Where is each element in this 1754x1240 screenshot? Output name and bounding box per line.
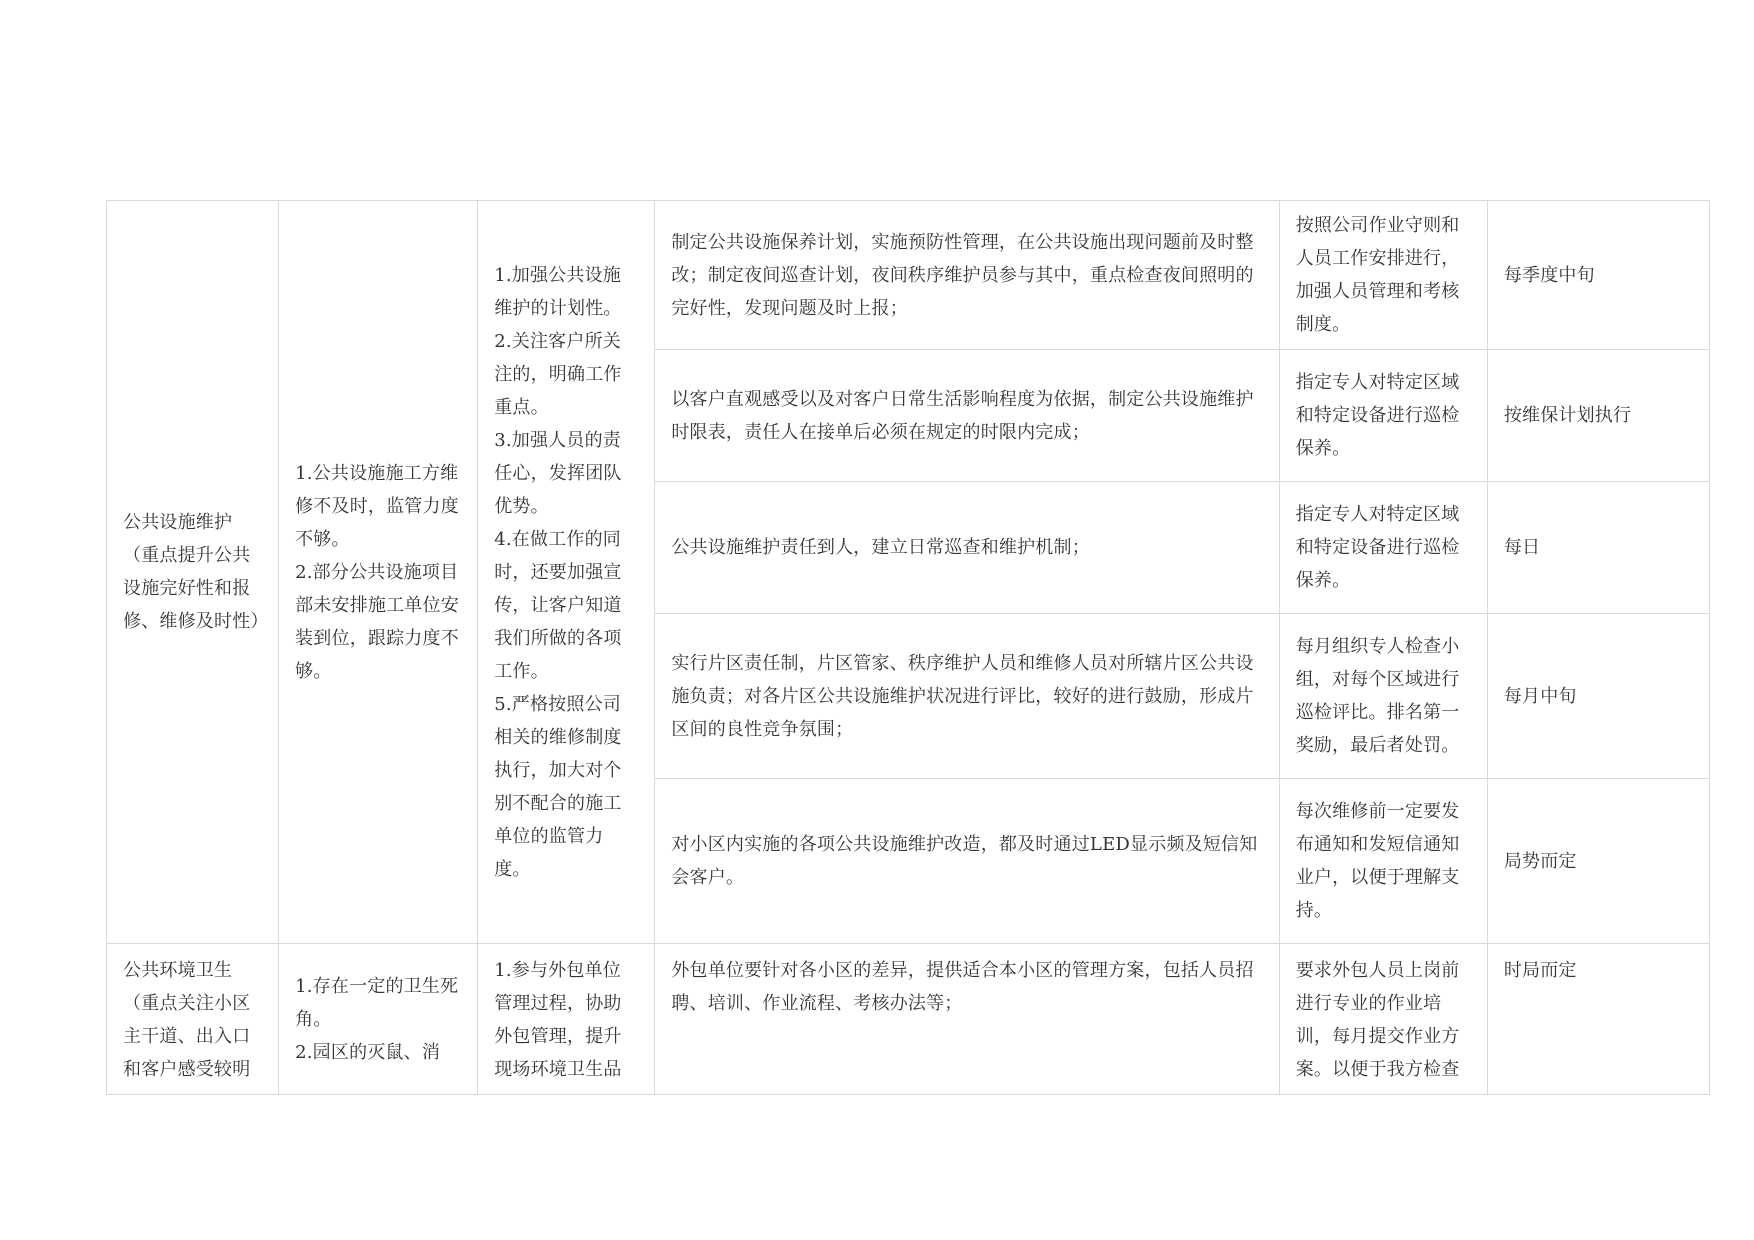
control-cell — [1279, 944, 1487, 1095]
timing-cell — [1487, 944, 1709, 1095]
goals-text: 1.参与外包单位管理过程，协助外包管理，提升现场环境卫生品 — [494, 960, 622, 1080]
timing-cell — [1487, 201, 1709, 350]
problems-cell — [279, 201, 478, 944]
plan-table — [106, 200, 1710, 1095]
measure-text: 实行片区责任制，片区管家、秩序维护人员和维修人员对所辖片区公共设施负责；对各片区公共设施维护状况进行评比，较好的进行鼓励，形成片区间的良性竞争氛围； — [671, 652, 1254, 740]
timing-text: 每月中旬 — [1503, 685, 1577, 707]
category-text: 公共设施维护 （重点提升公共设施完好性和报修、维修及时性） — [123, 512, 269, 632]
timing-text: 时局而定 — [1503, 960, 1577, 981]
problems-text: 1.存在一定的卫生死角。 2.园区的灭鼠、消 — [295, 975, 459, 1063]
category-cell — [107, 944, 279, 1095]
category-cell — [107, 201, 279, 944]
timing-cell — [1487, 482, 1709, 614]
control-text: 指定专人对特定区域和特定设备进行巡检保养。 — [1295, 504, 1460, 591]
measure-cell — [655, 614, 1279, 779]
table-row — [107, 201, 1710, 350]
goals-cell — [478, 944, 655, 1095]
measure-cell — [655, 482, 1279, 614]
measure-cell — [655, 201, 1279, 350]
timing-text: 每日 — [1503, 537, 1541, 558]
measure-text: 制定公共设施保养计划，实施预防性管理，在公共设施出现问题前及时整改；制定夜间巡查计划，夜间秩序维护员参与其中，重点检查夜间照明的完好性，发现问题及时上报； — [671, 231, 1254, 319]
measure-text: 以客户直观感受以及对客户日常生活影响程度为依据，制定公共设施维护时限表，责任人在接单后必须在规定的时限内完成； — [671, 388, 1254, 443]
control-cell — [1279, 614, 1487, 779]
timing-cell — [1487, 779, 1709, 944]
problems-cell — [279, 944, 478, 1095]
table-row — [107, 944, 1710, 1095]
timing-cell — [1487, 350, 1709, 482]
problems-text: 1.公共设施施工方维修不及时，监管力度不够。 2.部分公共设施项目部未安排施工单位安装到位，跟踪力度不够。 — [295, 462, 459, 682]
control-cell — [1279, 779, 1487, 944]
timing-text: 局势而定 — [1503, 850, 1577, 872]
measure-cell — [655, 944, 1279, 1095]
control-cell — [1279, 201, 1487, 350]
control-cell — [1279, 482, 1487, 614]
measure-cell — [655, 779, 1279, 944]
timing-cell — [1487, 614, 1709, 779]
measure-text: 公共设施维护责任到人，建立日常巡查和维护机制； — [671, 537, 1090, 558]
control-cell — [1279, 350, 1487, 482]
measure-text: 对小区内实施的各项公共设施维护改造，都及时通过LED显示频及短信知会客户。 — [671, 834, 1258, 888]
timing-text: 每季度中旬 — [1503, 264, 1595, 286]
goals-cell — [478, 201, 655, 944]
measure-cell — [655, 350, 1279, 482]
control-text: 每次维修前一定要发布通知和发短信通知业户，以便于理解支持。 — [1295, 801, 1460, 921]
control-text: 每月组织专人检查小组，对每个区域进行巡检评比。排名第一奖励，最后者处罚。 — [1295, 636, 1460, 756]
control-text: 指定专人对特定区域和特定设备进行巡检保养。 — [1295, 372, 1460, 459]
measure-text: 外包单位要针对各小区的差异，提供适合本小区的管理方案，包括人员招聘、培训、作业流程、考核办法等； — [671, 960, 1254, 1014]
goals-text: 1.加强公共设施维护的计划性。 2.关注客户所关注的，明确工作重点。 3.加强人员的责任心，发挥团队优势。 4.在做工作的同时，还要加强宣传，让客户知道我们所做的各项工作。 5.严格按照公司相关的维修制度执行，加大对个别不配合的施工单位的监管力度。 — [494, 264, 622, 880]
category-text: 公共环境卫生 （重点关注小区主干道、出入口和客户感受较明 — [123, 960, 251, 1080]
timing-text: 按维保计划执行 — [1503, 405, 1632, 426]
control-text: 要求外包人员上岗前进行专业的作业培训，每月提交作业方案。以便于我方检查 — [1295, 960, 1460, 1080]
control-text: 按照公司作业守则和人员工作安排进行，加强人员管理和考核制度。 — [1295, 215, 1460, 335]
